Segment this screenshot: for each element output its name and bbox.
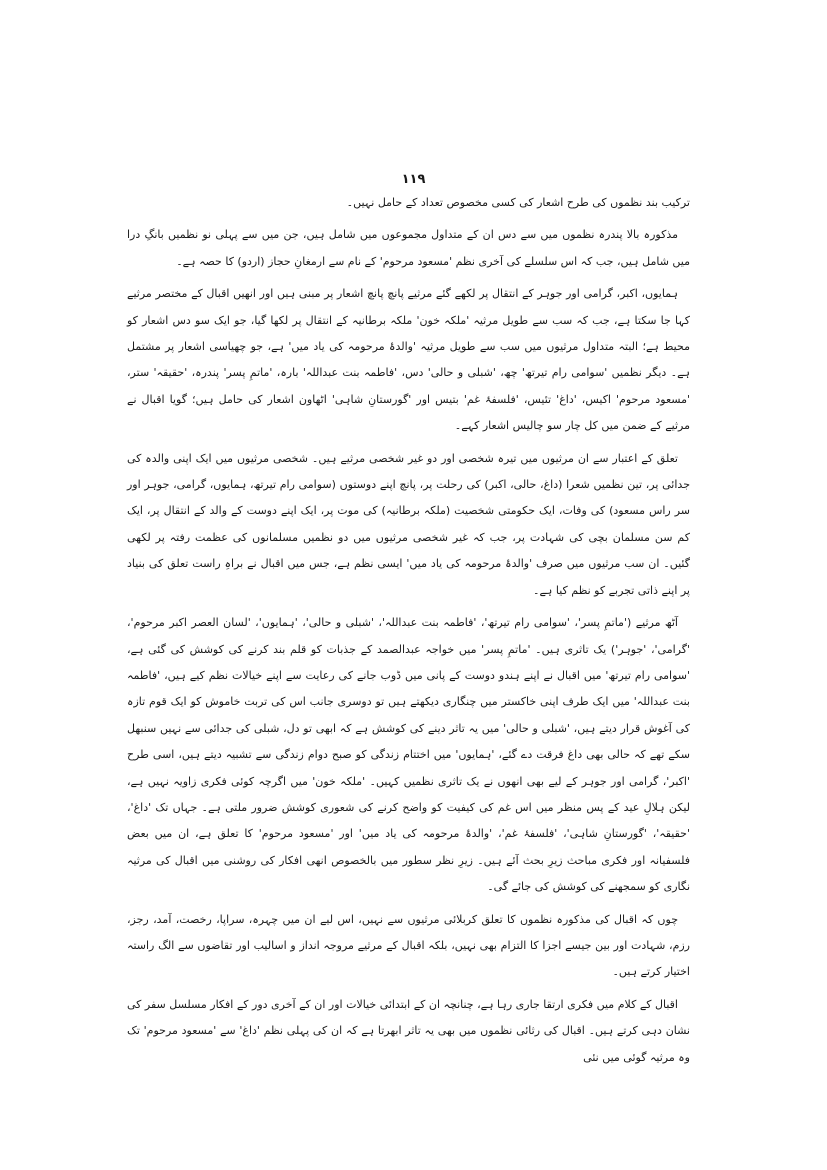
paragraph-5: آٹھ مرثیے ('ماتمِ پسر'، 'سوامی رام تیرتھ'، 'فاطمہ بنت عبداللہ'، 'شبلی و حالی'، 'ہمایوں'، 'لسان العصر اکبر مرحوم'، 'گرامی'، 'جوہر') یک تاثری ہیں۔ 'ماتمِ پسر' میں خواجہ عبدالصمد کے جذبات کو قلم بند کرنے کی کوشش کی گئی ہے، 'سوامی رام تیرتھ' میں اقبال نے اپنے ہندو دوست کے پانی میں ڈوب جانے کی رعایت سے اپنے خیالات نظم کیے ہیں، 'فاطمہ بنت عبداللہ' میں ایک طرف اپنی خاکستر میں چنگاری دیکھتے ہیں تو دوسری جانب اس کی تربت خاموش کو ایک قوم تازہ کی آغوش قرار دیتے ہیں، 'شبلی و حالی' میں یہ تاثر دینے کی کوشش ہے کہ ابھی تو دل، شبلی کی جدائی سے نہیں سنبھل سکے تھے کہ حالی بھی داغ فرقت دے گئے، 'ہمایوں' میں اختتام زندگی کو صبح دوام زندگی سے تشبیہ دیتے ہیں، اسی طرح 'اکبر'، گرامی اور جوہر کے لیے بھی انھوں نے یک تاثری نظمیں کہیں۔ 'ملکہ خون' میں اگرچہ کوئی فکری زاویہ نہیں ہے، لیکن ہلالِ عید کے پس منظر میں اس غم کی کیفیت کو واضح کرنے کی شعوری کوشش ضرور ملتی ہے۔ جہاں تک 'داغ'، 'حقیقہ'، 'گورستانِ شاہی'، 'فلسفۂ غم'، 'والدۂ مرحومہ کی یاد میں' اور 'مسعود مرحوم' کا تعلق ہے، ان میں بعض فلسفیانہ اور فکری مباحث زیرِ بحث آئے ہیں۔ زیرِ نظر سطور میں بالخصوص انھی افکار کی روشنی میں اقبال کی مرثیہ نگاری کو سمجھنے کی کوشش کی جائے گی۔	[127, 616, 690, 894]
paragraph-6: چوں کہ اقبال کی مذکورہ نظموں کا تعلق کربلائی مرثیوں سے نہیں، اس لیے ان میں چہرہ، سراپا، رخصت، آمد، رجز، رزم، شہادت اور بین جیسے اجزا کا التزام بھی نہیں، بلکہ اقبال کے مرثیے مروجہ انداز و اسالیب اور تقاضوں سے الگ راستہ اختیار کرتے ہیں۔	[127, 912, 690, 979]
paragraph-2: مذکورہ بالا پندرہ نظموں میں سے دس ان کے متداول مجموعوں میں شامل ہیں، جن میں سے پہلی نو نظمیں بانگِ درا میں شامل ہیں، جب کہ اس سلسلے کی آخری نظم 'مسعود مرحوم' کے نام سے ارمغانِ حجاز (اردو) کا حصہ ہے۔	[127, 228, 690, 268]
body-text	[127, 190, 690, 1077]
paragraph-3: ہمایوں، اکبر، گرامی اور جوہر کے انتقال پر لکھے گئے مرثیے پانچ پانچ اشعار پر مبنی ہیں اور انھیں اقبال کے مختصر مرثیے کہا جا سکتا ہے، جب کہ سب سے طویل مرثیہ 'ملکہ خون' ملکہ برطانیہ کے انتقال پر لکھا گیا، جو ایک سو دس اشعار کو محیط ہے؛ البتہ متداول مرثیوں میں سب سے طویل مرثیہ 'والدۂ مرحومہ کی یاد میں' ہے، جو چھیاسی اشعار پر مشتمل ہے۔ دیگر نظمیں 'سوامی رام تیرتھ' چھ، 'شبلی و حالی' دس، 'فاطمہ بنت عبداللہ' بارہ، 'ماتمِ پسر' پندرہ، 'حقیقہ' ستر، 'مسعود مرحوم' اکیس، 'داغ' تئیس، 'فلسفۂ غم' بتیس اور 'گورستانِ شاہی' اٹھاون اشعار کی حامل ہیں؛ گویا اقبال نے مرثیے کے ضمن میں کل چار سو چالیس اشعار کہے۔	[127, 287, 690, 433]
paragraph-4: تعلق کے اعتبار سے ان مرثیوں میں تیرہ شخصی اور دو غیر شخصی مرثیے ہیں۔ شخصی مرثیوں میں ایک اپنی والدہ کی جدائی پر، تین نظمیں شعرا (داغ، حالی، اکبر) کی رحلت پر، پانچ اپنے دوستوں (سوامی رام تیرتھ، ہمایوں، گرامی، جوہر اور سر راس مسعود) کی وفات، ایک حکومتی شخصیت (ملکہ برطانیہ) کی موت پر، ایک اپنے دوست کے والد کے انتقال پر، ایک کم سن مسلمان بچی کی شہادت پر، جب کہ غیر شخصی مرثیوں میں دو نظمیں مسلمانوں کی عظمت رفتہ پر لکھی گئیں۔ ان سب مرثیوں میں صرف 'والدۂ مرحومہ کی یاد میں' ایسی نظم ہے، جس میں اقبال نے براہِ راست تعلق کی بنیاد پر اپنے ذاتی تجربے کو نظم کیا ہے۔	[127, 451, 690, 597]
paragraph-1: ترکیب بند نظموں کی طرح اشعار کی کسی مخصوص تعداد کے حامل نہیں۔	[346, 196, 690, 209]
page-number: ۱۱۹	[401, 172, 426, 187]
paragraph-7: اقبال کے کلام میں فکری ارتقا جاری رہا ہے، چنانچہ ان کے ابتدائی خیالات اور ان کے آخری دور کے افکار مسلسل سفر کی نشان دہی کرتے ہیں۔ اقبال کی رثائی نظموں میں بھی یہ تاثر ابھرتا ہے کہ ان کی پہلی نظم 'داغ' سے 'مسعود مرحوم' تک وہ مرثیہ گوئی میں نئی	[127, 997, 690, 1064]
